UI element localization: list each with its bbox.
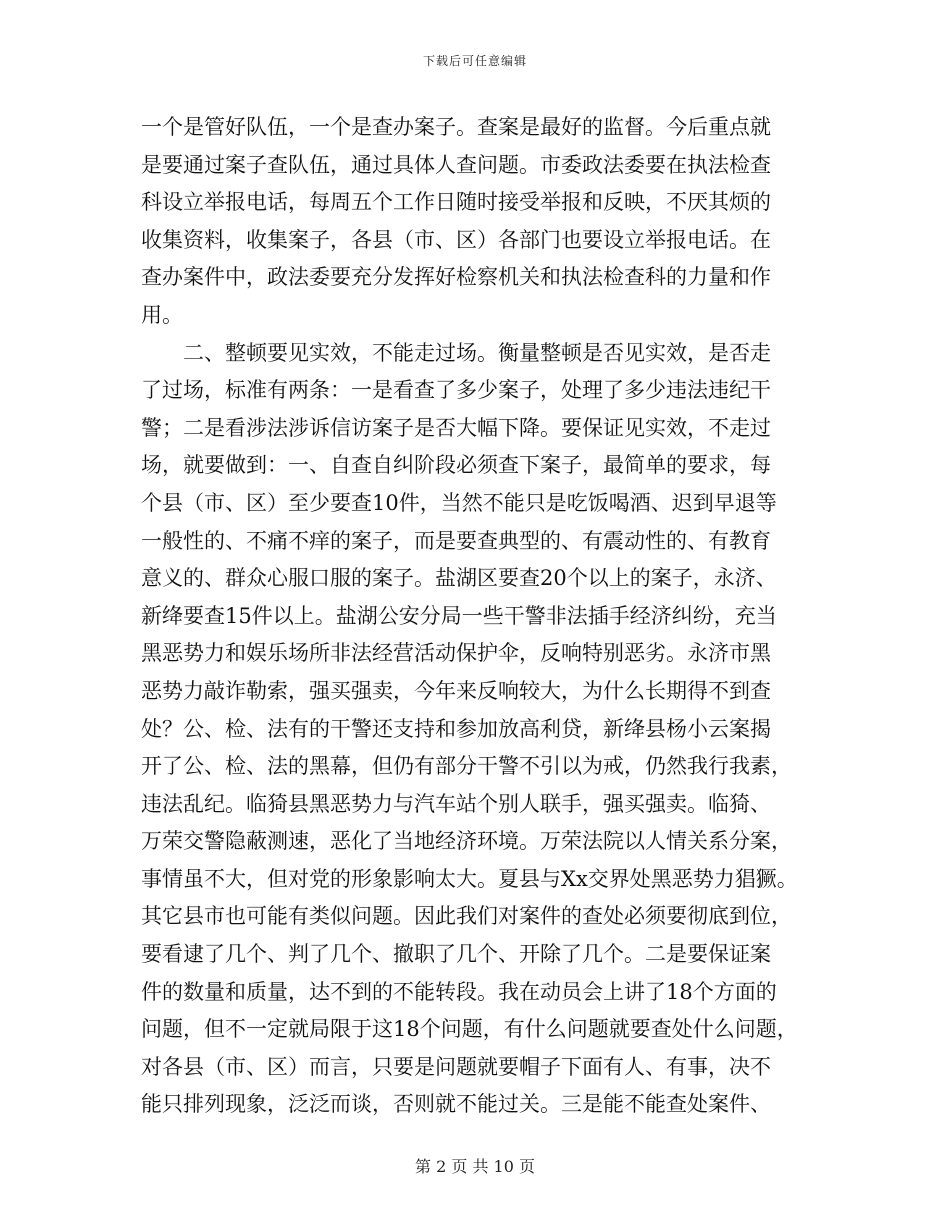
text-line: 恶势力敲诈勒索，强买强卖，今年来反响较大，为什么长期得不到查 [141,678,771,703]
document-body [141,109,819,1124]
text-line: 事情虽不大，但对党的形象影响太大。夏县与Xx交界处黑恶势力猖獗。 [141,866,798,891]
text-line: 能只排列现象，泛泛而谈，否则就不能过关。三是能不能查处案件、 [141,1092,771,1117]
text-line: 违法乱纪。临猗县黑恶势力与汽车站个别人联手，强买强卖。临猗、 [141,791,771,816]
text-line: 警；二是看涉法涉诉信访案子是否大幅下降。要保证见实效，不走过 [141,415,771,440]
text-line: 一般性的、不痛不痒的案子，而是要查典型的、有震动性的、有教育 [141,528,771,553]
text-line: 一个是管好队伍，一个是查办案子。查案是最好的监督。今后重点就 [141,115,771,139]
text-line: 场，就要做到：一、自查自纠阶段必须查下案子，最简单的要求，每 [141,453,771,478]
text-line: 了过场，标准有两条：一是看查了多少案子，处理了多少违法违纪干 [141,378,771,403]
text-line: 用。 [141,302,183,327]
text-line: 要看逮了几个、判了几个、撤职了几个、开除了几个。二是要保证案 [141,942,771,967]
paragraph-start-line: 二、整顿要见实效，不能走过场。衡量整顿是否见实效，是否走 [183,340,771,365]
text-line: 意义的、群众心服口服的案子。盐湖区要查20个以上的案子，永济、 [141,566,777,591]
text-line: 是要通过案子查队伍，通过具体人查问题。市委政法委要在执法检查 [141,152,771,177]
text-line: 处？公、检、法有的干警还支持和参加放高利贷，新绛县杨小云案揭 [141,716,771,741]
text-line: 开了公、检、法的黑幕，但仍有部分干警不引以为戒，仍然我行我素， [141,754,792,779]
page-footer: 第 2 页 共 10 页 [415,1157,535,1176]
text-line: 其它县市也可能有类似问题。因此我们对案件的查处必须要彻底到位， [141,904,792,929]
text-line: 件的数量和质量，达不到的不能转段。我在动员会上讲了18个方面的 [141,979,777,1004]
text-line: 查办案件中，政法委要充分发挥好检察机关和执法检查科的力量和作 [141,265,771,290]
text-line: 个县（市、区）至少要查10件，当然不能只是吃饭喝酒、迟到早退等 [141,490,777,515]
text-line: 科设立举报电话，每周五个工作日随时接受举报和反映，不厌其烦的 [141,190,771,215]
text-line: 黑恶势力和娱乐场所非法经营活动保护伞，反响特别恶劣。永济市黑 [141,641,771,666]
text-line: 万荣交警隐蔽测速，恶化了当地经济环境。万荣法院以人情关系分案， [141,829,792,854]
text-line: 收集资料，收集案子，各县（市、区）各部门也要设立举报电话。在 [141,227,771,252]
text-line: 问题，但不一定就局限于这18个问题，有什么问题就要查处什么问题， [141,1017,798,1042]
text-line: 新绛要查15件以上。盐湖公安分局一些干警非法插手经济纠纷，充当 [141,603,777,628]
text-line: 对各县（市、区）而言，只要是问题就要帽子下面有人、有事，决不 [141,1054,771,1079]
page-header: 下载后可任意编辑 [422,54,527,68]
